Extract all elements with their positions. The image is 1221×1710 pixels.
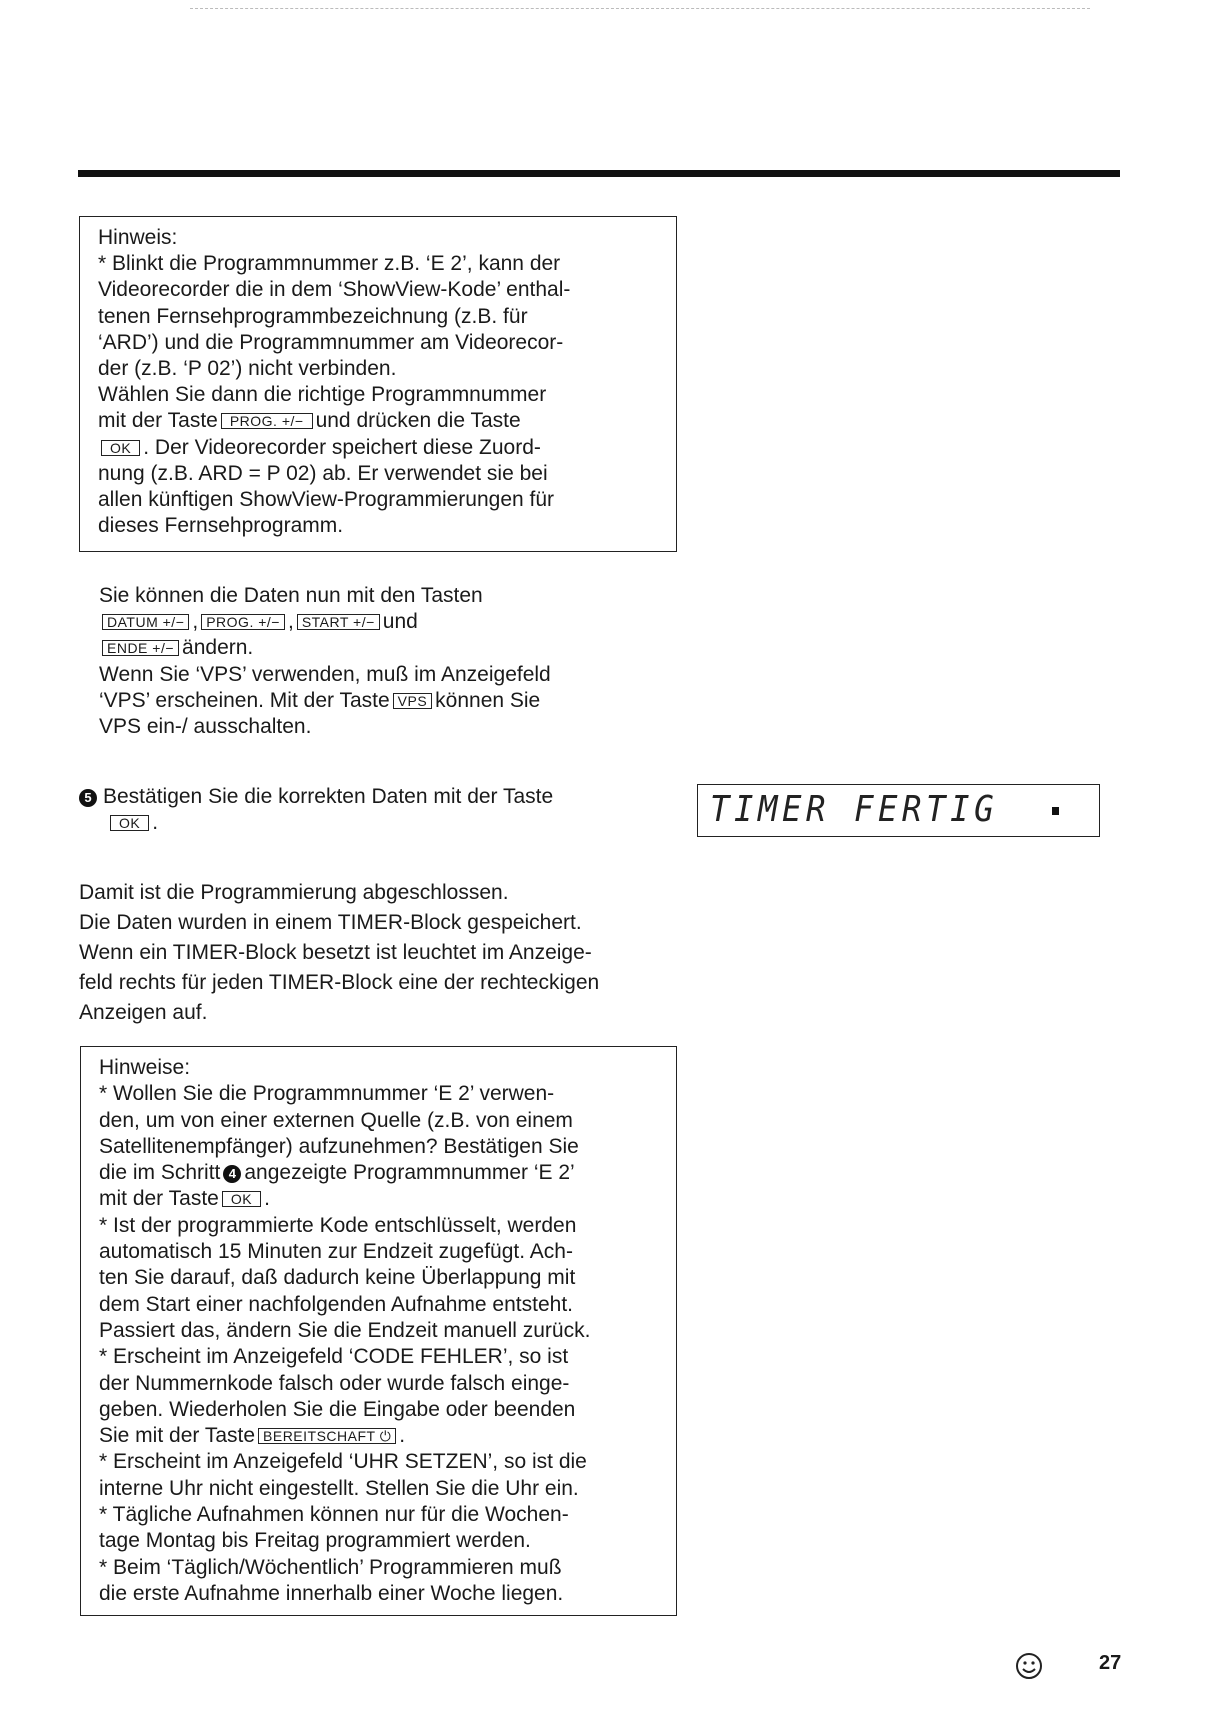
edit-instructions	[99, 583, 659, 740]
text-line: Die Daten wurden in einem TIMER-Block gespeichert.	[79, 911, 582, 934]
ok-key: OK	[101, 440, 140, 456]
hint-line: den, um von einer externen Quelle (z.B. von einem	[99, 1108, 573, 1132]
text-line	[79, 810, 639, 836]
text: und drücken die Taste	[315, 409, 521, 433]
vcr-display	[697, 784, 1100, 837]
text: .	[264, 1187, 270, 1211]
hint-line: * Tägliche Aufnahmen können nur für die Wochen-	[99, 1503, 569, 1527]
text: ‘VPS’ erscheinen. Mit der Taste	[99, 688, 390, 712]
step-number-badge: 4	[223, 1165, 241, 1183]
text: .	[152, 811, 159, 835]
text: mit der Taste	[98, 409, 218, 433]
hint-line: * Beim ‘Täglich/Wöchentlich’ Programmieren muß	[99, 1555, 562, 1579]
text-line	[99, 688, 659, 714]
datum-key: DATUM +/−	[102, 614, 189, 630]
prog-key: PROG. +/−	[221, 413, 313, 429]
scan-artifact-line	[190, 8, 1090, 11]
hint-line: der Nummernkode falsch oder wurde falsch einge-	[99, 1371, 570, 1395]
hint-line: Satellitenempfänger) aufzunehmen? Bestätigen Sie	[99, 1134, 579, 1158]
hint-line: die erste Aufnahme innerhalb einer Woche liegen.	[99, 1581, 564, 1605]
hint-line	[99, 1186, 658, 1212]
text-line: feld rechts für jeden TIMER-Block eine der rechteckigen	[79, 971, 600, 994]
ende-key: ENDE +/−	[102, 640, 179, 656]
text: angezeigte Programmnummer ‘E 2’	[244, 1161, 575, 1185]
text: ,	[287, 610, 294, 634]
text-line	[99, 609, 659, 635]
text: mit der Taste	[99, 1187, 219, 1211]
text-line: Wenn ein TIMER-Block besetzt ist leuchtet im Anzeige-	[79, 941, 592, 964]
ok-key: OK	[110, 815, 149, 831]
step-5	[79, 784, 639, 836]
hint-box-2	[80, 1046, 677, 1616]
display-readout: TIMER FERTIG	[710, 789, 999, 830]
hint-line: Wählen Sie dann die richtige Programmnummer	[98, 383, 547, 407]
text-line: Damit ist die Programmierung abgeschlossen.	[79, 881, 509, 904]
smiley-icon	[1013, 1650, 1045, 1682]
hint-line: * Erscheint im Anzeigefeld ‘UHR SETZEN’, so ist die	[99, 1450, 587, 1474]
text: ändern.	[182, 636, 254, 660]
hint-title: Hinweise:	[99, 1056, 191, 1079]
hint-line: Videorecorder die in dem ‘ShowView-Kode’ enthal-	[98, 278, 571, 302]
hint-line: geben. Wiederholen Sie die Eingabe oder beenden	[99, 1397, 576, 1421]
hint-line: der (z.B. ‘P 02’) nicht verbinden.	[98, 357, 397, 381]
text: können Sie	[435, 688, 541, 712]
text-line: Wenn Sie ‘VPS’ verwenden, muß im Anzeigefeld	[99, 662, 551, 686]
vps-key: VPS	[393, 693, 433, 709]
hint-line: dieses Fernsehprogramm.	[98, 514, 344, 538]
text: .	[399, 1424, 406, 1448]
hint-line: nung (z.B. ARD = P 02) ab. Er verwendet sie bei	[98, 461, 548, 485]
text: Sie mit der Taste	[99, 1424, 256, 1448]
hint-line: allen künftigen ShowView-Programmierungen für	[98, 488, 555, 512]
hint-line	[98, 408, 658, 434]
hint-line: dem Start einer nachfolgenden Aufnahme entsteht.	[99, 1292, 573, 1316]
text: die im Schritt	[99, 1161, 221, 1185]
text-line	[99, 635, 659, 661]
hint-line	[99, 1160, 658, 1186]
hint-line	[99, 1423, 658, 1449]
hint-box-1	[79, 216, 677, 552]
step-number-badge: 5	[79, 789, 97, 807]
hint-line: tage Montag bis Freitag programmiert werden.	[99, 1529, 531, 1553]
hint-line: * Ist der programmierte Kode entschlüsselt, werden	[99, 1213, 577, 1237]
text: Bestätigen Sie die korrekten Daten mit der Taste	[103, 785, 554, 808]
ok-key: OK	[222, 1191, 261, 1207]
hint-line: * Wollen Sie die Programmnummer ‘E 2’ verwen-	[99, 1082, 555, 1106]
text: ,	[192, 610, 199, 634]
hint-line: automatisch 15 Minuten zur Endzeit zugefügt. Ach-	[99, 1240, 573, 1264]
text-line: Sie können die Daten nun mit den Tasten	[99, 584, 483, 607]
hint-line: tenen Fernsehprogrammbezeichnung (z.B. für	[98, 304, 528, 328]
text-line: Anzeigen auf.	[79, 1001, 208, 1024]
hint-line: ‘ARD’) und die Programmnummer am Videorecor-	[98, 330, 564, 354]
start-key: START +/−	[297, 614, 380, 630]
hint-line: * Blinkt die Programmnummer z.B. ‘E 2’, kann der	[98, 252, 561, 276]
prog-key: PROG. +/−	[201, 614, 285, 630]
timer-block-indicator	[1052, 807, 1059, 815]
hint-line: * Erscheint im Anzeigefeld ‘CODE FEHLER’, so ist	[99, 1345, 569, 1369]
hint-line: interne Uhr nicht eingestellt. Stellen Sie die Uhr ein.	[99, 1476, 579, 1500]
text-line: VPS ein-/ ausschalten.	[99, 715, 312, 739]
hint-line: ten Sie darauf, daß dadurch keine Überlappung mit	[99, 1266, 576, 1290]
header-rule	[78, 170, 1120, 177]
text: und	[382, 610, 418, 634]
text: . Der Videorecorder speichert diese Zuord-	[143, 435, 541, 459]
standby-key: BEREITSCHAFT ⏻	[258, 1428, 396, 1444]
page-number: 27	[1099, 1652, 1122, 1674]
completion-text	[79, 878, 679, 1028]
text-line	[79, 784, 639, 810]
hint-line: Passiert das, ändern Sie die Endzeit manuell zurück.	[99, 1318, 591, 1342]
hint-title: Hinweis:	[98, 226, 178, 249]
hint-line	[98, 435, 658, 461]
